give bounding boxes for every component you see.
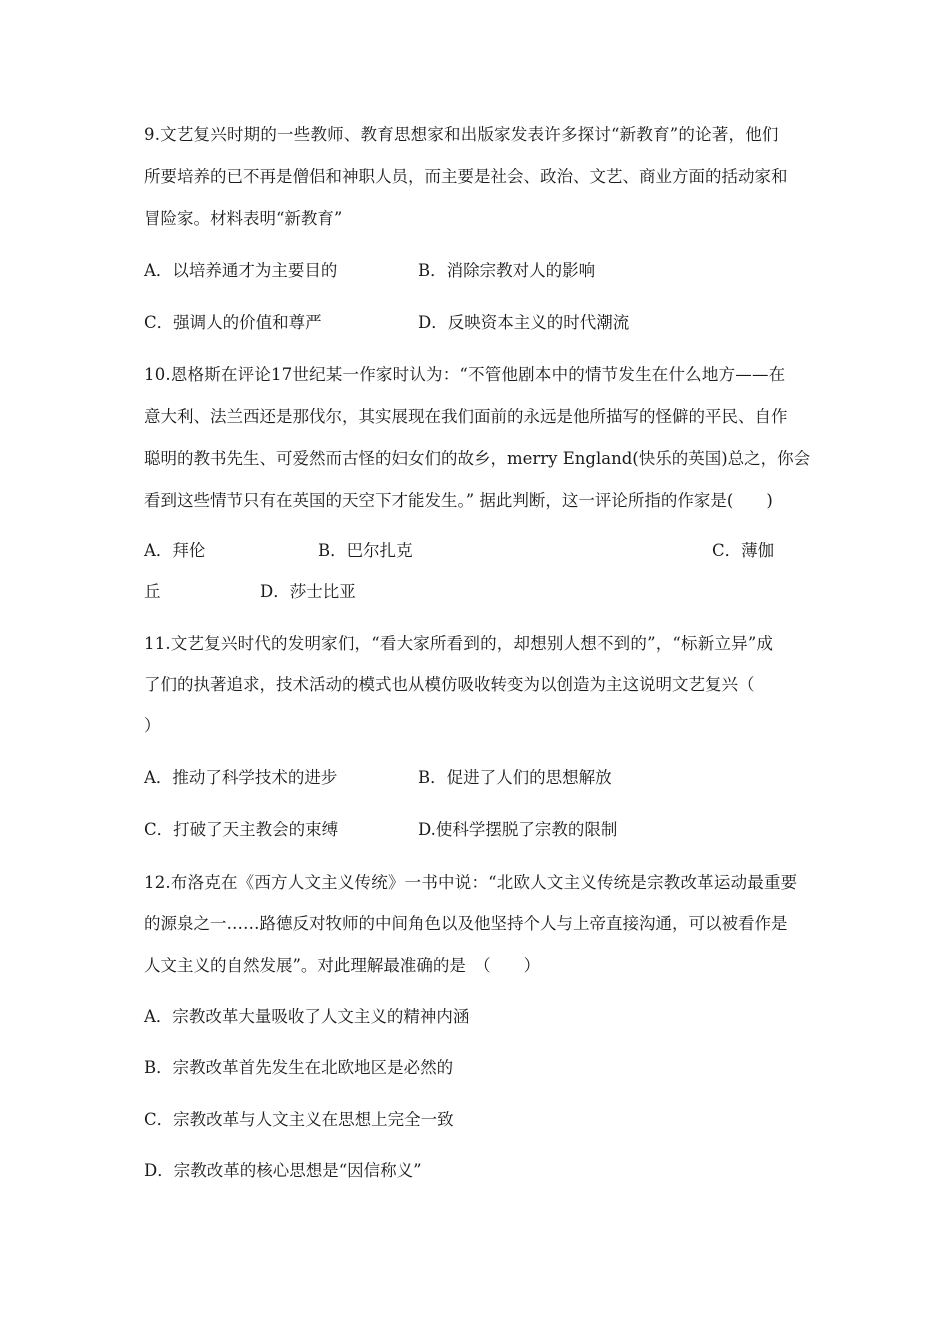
question-12-line-1: 12.布洛克在《西方人文主义传统》一书中说：“北欧人文主义传统是宗教改革运动最重要	[144, 873, 798, 892]
question-10-option-d: D．莎士比亚	[260, 582, 356, 601]
question-11-option-c: C．打破了天主教会的束缚	[144, 820, 339, 839]
question-9-option-b: B．消除宗教对人的影响	[418, 261, 596, 280]
question-9-option-a: A．以培养通才为主要目的	[144, 261, 338, 280]
question-9-line-2: 所要培养的已不再是僧侣和神职人员，而主要是社会、政治、文艺、商业方面的括动家和	[144, 167, 788, 186]
question-11-option-a: A．推动了科学技术的进步	[144, 768, 338, 787]
question-12-option-b: B．宗教改革首先发生在北欧地区是必然的	[144, 1058, 454, 1077]
question-10-option-c-wrap: 丘	[144, 582, 161, 601]
question-10-line-2: 意大利、法兰西还是那伐尔，其实展现在我们面前的永远是他所描写的怪僻的平民、自作	[144, 407, 788, 426]
question-10-line-1: 10.恩格斯在评论17世纪某一作家时认为：“不管他剧本中的情节发生在什么地方——在	[144, 365, 786, 384]
question-12-line-2: 的源泉之一……路德反对牧师的中间角色以及他坚持个人与上帝直接沟通，可以被看作是	[144, 914, 788, 933]
question-12-line-3: 人文主义的自然发展”。对此理解最准确的是 （ ）	[144, 956, 541, 975]
question-12-option-a: A．宗教改革大量吸收了人文主义的精神内涵	[144, 1007, 470, 1026]
question-9-option-d: D．反映资本主义的时代潮流	[418, 313, 630, 332]
question-10-option-c: C．薄伽	[712, 541, 775, 560]
question-11-line-1: 11.文艺复兴时代的发明家们，“看大家所看到的，却想别人想不到的”，“标新立异”成	[144, 634, 774, 653]
question-11-option-d: D.使科学摆脱了宗教的限制	[418, 820, 618, 839]
question-10-option-b: B．巴尔扎克	[318, 541, 413, 560]
question-10-line-4: 看到这些情节只有在英国的天空下才能发生。” 据此判断，这一评论所指的作家是( )	[144, 491, 773, 510]
question-11-line-2: 了们的执著追求，技术活动的模式也从模仿吸收转变为以创造为主这说明文艺复兴（	[144, 675, 755, 694]
question-11-line-3: ）	[144, 716, 161, 735]
question-10-option-a: A．拜伦	[144, 541, 206, 560]
question-12-option-d: D．宗教改革的核心思想是“因信称义”	[144, 1161, 422, 1180]
question-11-option-b: B．促进了人们的思想解放	[418, 768, 612, 787]
question-12-option-c: C．宗教改革与人文主义在思想上完全一致	[144, 1110, 454, 1129]
question-9-line-1: 9.文艺复兴时期的一些教师、教育思想家和出版家发表许多探讨“新教育”的论著，他们	[144, 125, 779, 144]
question-9-line-3: 冒险家。材料表明“新教育”	[144, 209, 343, 228]
question-9-option-c: C．强调人的价值和尊严	[144, 313, 322, 332]
question-10-line-3: 聪明的教书先生、可爱然而古怪的妇女们的故乡，merry England(快乐的英国)总之，你会	[144, 449, 811, 468]
